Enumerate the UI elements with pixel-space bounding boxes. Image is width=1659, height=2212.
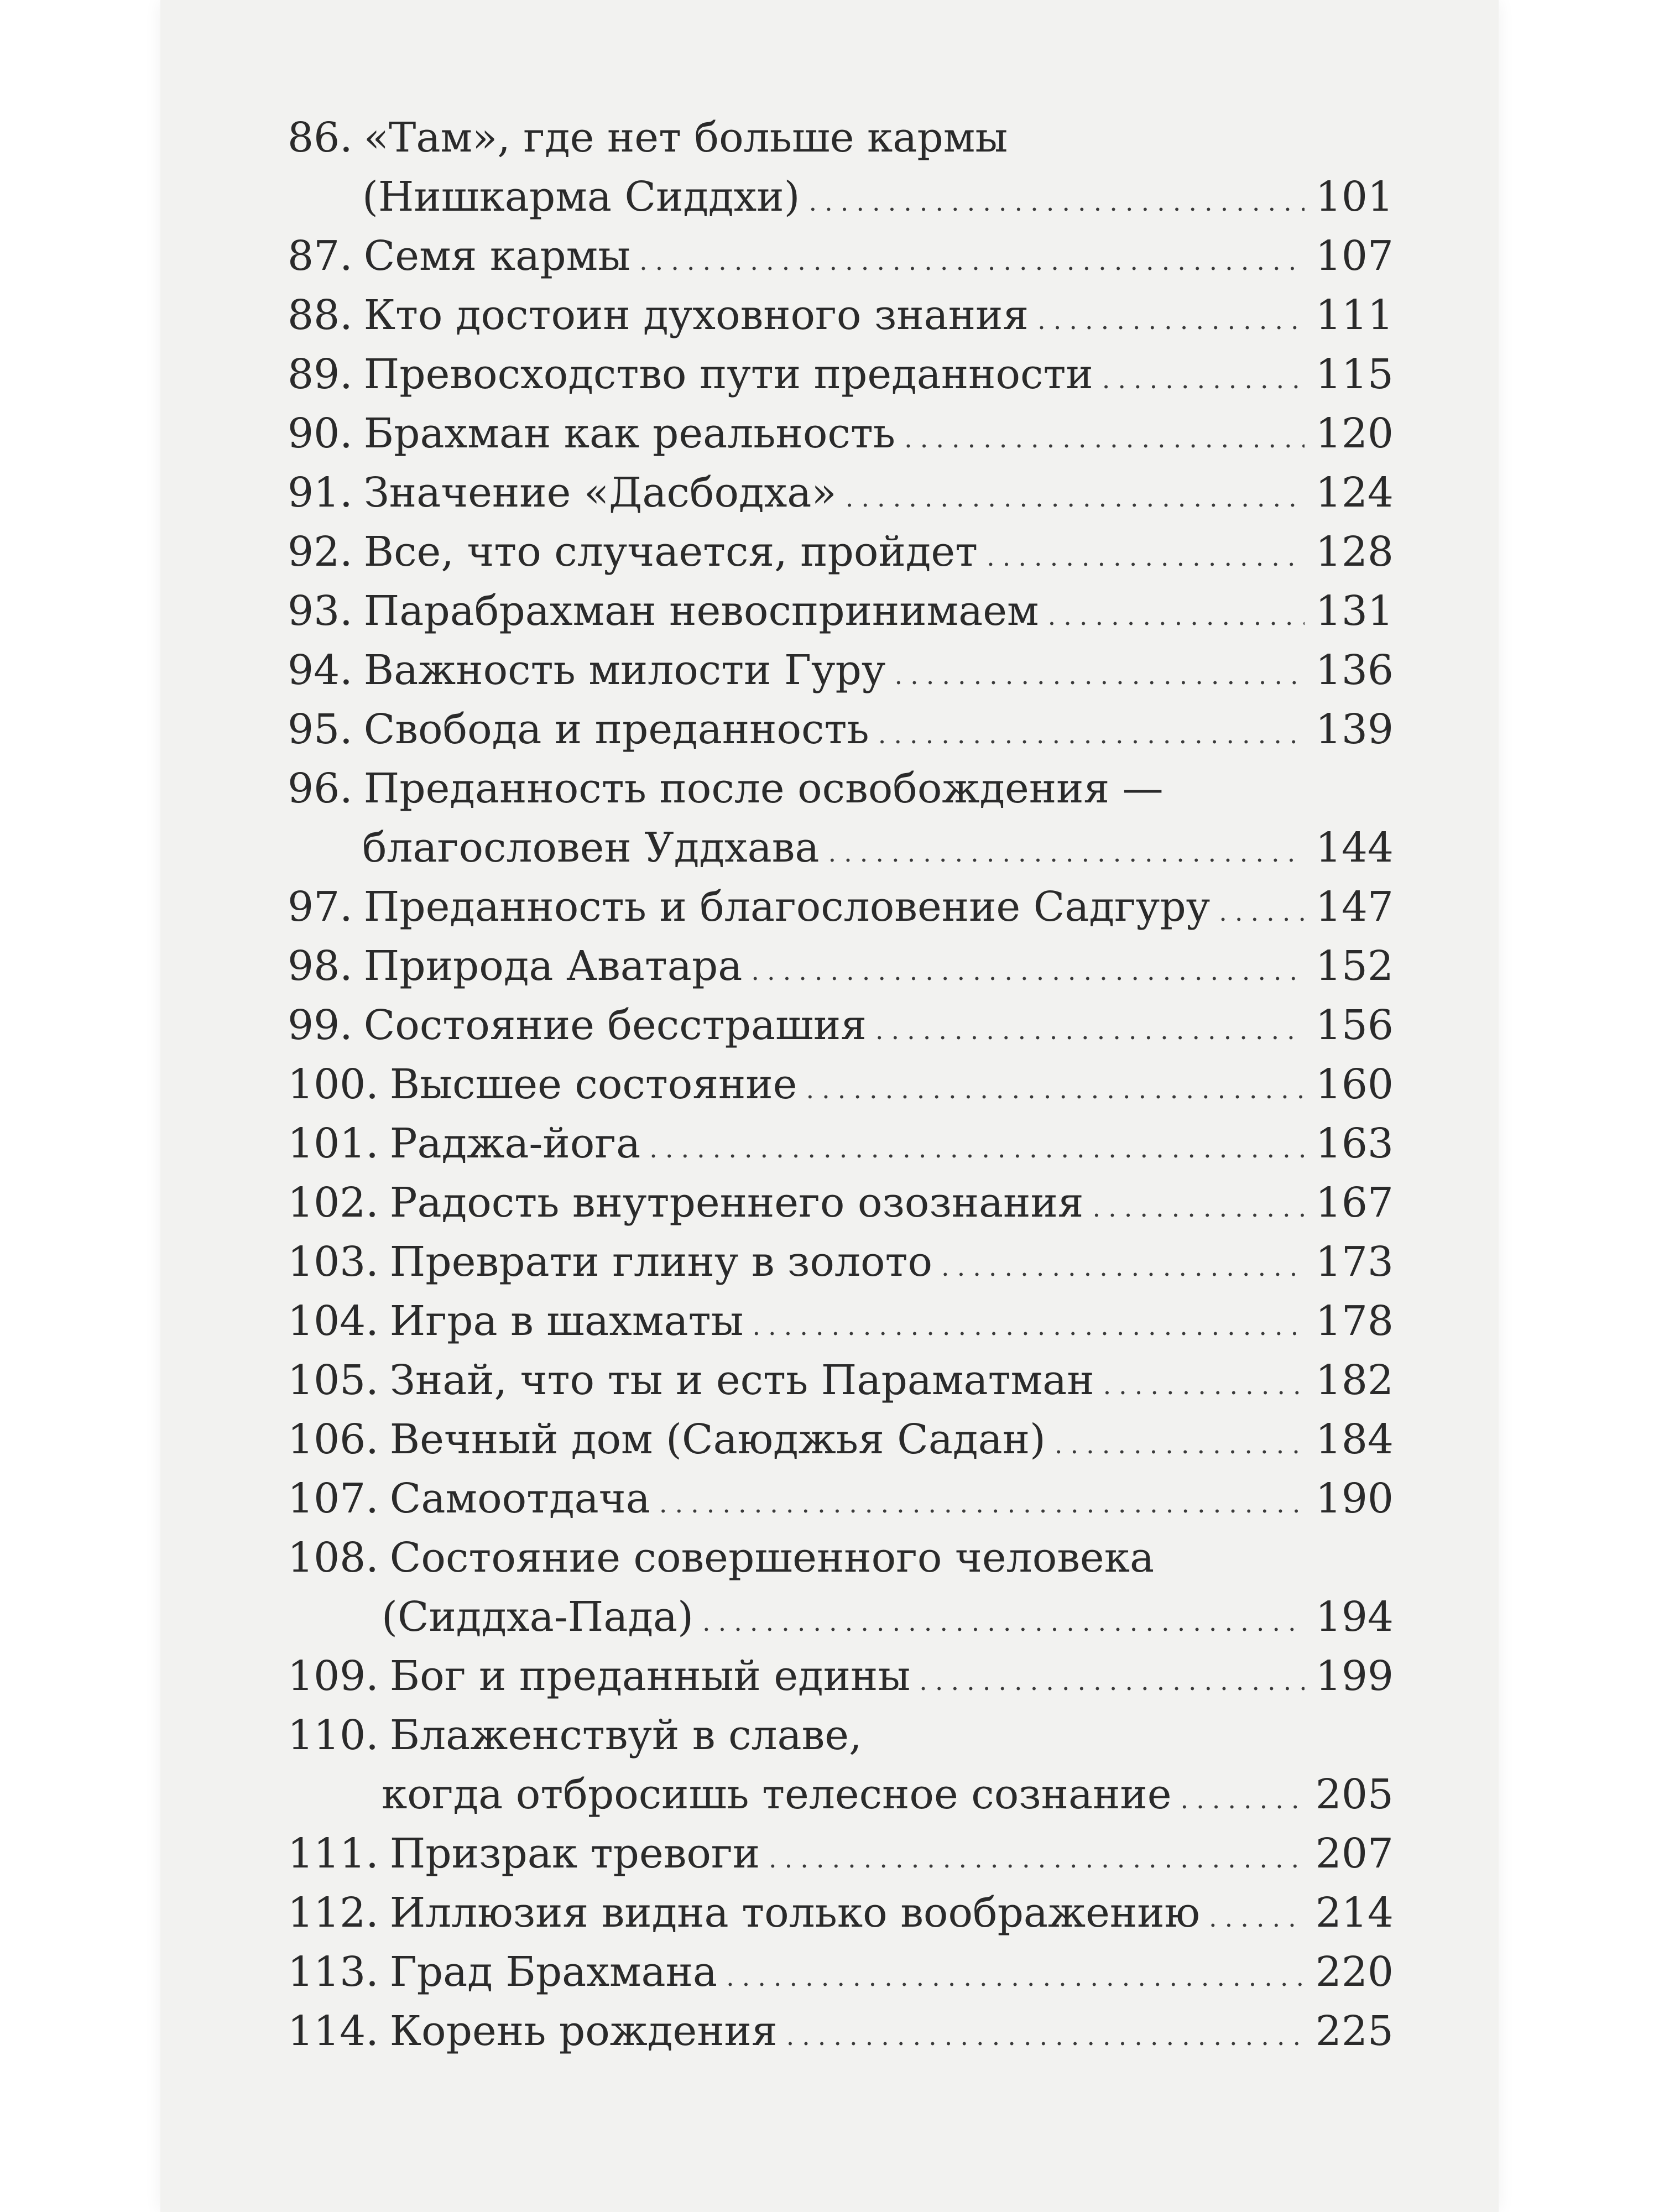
toc-entry-number: 108. [288, 1534, 379, 1582]
toc-entry-title: Состояние совершенного человека [389, 1534, 1155, 1582]
toc-entry-number: 97. [288, 883, 353, 931]
toc-page-number: 167 [1315, 1179, 1394, 1227]
toc-entry-number: 100. [288, 1061, 379, 1108]
toc-entry-title: Превосходство пути преданности [363, 351, 1093, 398]
toc-entry-title: Парабрахман невоспринимаем [363, 587, 1039, 635]
toc-entry-title: Природа Аватара [363, 942, 743, 990]
toc-page-number: 115 [1315, 351, 1394, 398]
toc-line [288, 1588, 1394, 1647]
toc-entry-title: Брахман как реальность [363, 410, 896, 457]
toc-entry-title: Бог и преданный едины [389, 1652, 911, 1700]
toc-page-number: 131 [1315, 587, 1394, 635]
toc-entry-title: Град Брахмана [389, 1948, 718, 1996]
toc-line [288, 1765, 1394, 1824]
dot-leader [941, 1238, 1305, 1297]
dot-leader [1092, 1178, 1304, 1238]
toc-line [288, 345, 1394, 404]
dot-leader [1103, 1356, 1305, 1415]
toc-line [288, 878, 1394, 937]
toc-line [288, 1469, 1394, 1528]
toc-entry-title: благословен Уддхава [362, 824, 820, 872]
toc-entry-number: 93. [288, 587, 353, 635]
dot-leader [875, 1001, 1305, 1060]
toc-line [288, 523, 1394, 582]
toc-line [288, 937, 1394, 996]
toc-entry-number: 95. [288, 706, 353, 753]
toc-page-number: 124 [1315, 469, 1394, 517]
toc-entry-number: 106. [288, 1416, 379, 1463]
toc-entry-number: 107. [288, 1475, 379, 1522]
toc-entry-number: 88. [288, 291, 353, 339]
toc-entry-title: Самоотдача [389, 1475, 650, 1522]
dot-leader [808, 173, 1304, 232]
toc-page-number: 144 [1315, 824, 1394, 872]
toc-entry-title: Преврати глину в золото [389, 1238, 933, 1286]
toc-page-number: 178 [1315, 1297, 1394, 1345]
toc-line [288, 227, 1394, 286]
toc-page-number: 156 [1315, 1001, 1394, 1049]
toc-line [288, 1410, 1394, 1469]
toc-entry-number: 114. [288, 2007, 379, 2055]
toc-line [288, 1233, 1394, 1292]
toc-entry-number: 112. [288, 1889, 379, 1937]
toc-entry-number: 110. [288, 1712, 379, 1759]
toc-page-number: 220 [1315, 1948, 1394, 1996]
toc-line [288, 108, 1394, 168]
toc-entry-number: 94. [288, 646, 353, 694]
toc-entry-number: 101. [288, 1120, 379, 1167]
dot-leader [769, 1829, 1305, 1888]
dot-leader [751, 942, 1304, 1001]
toc-line [288, 1884, 1394, 1943]
dot-leader [649, 1119, 1305, 1178]
dot-leader [659, 1474, 1305, 1533]
toc-entry-number: 89. [288, 351, 353, 398]
toc-entry-number: 91. [288, 469, 353, 517]
toc-entry-title: Состояние бесстрашия [363, 1001, 867, 1049]
toc-page-number: 173 [1315, 1238, 1394, 1286]
dot-leader [828, 823, 1305, 883]
dot-leader [894, 646, 1304, 705]
dot-leader [904, 409, 1305, 468]
toc-entry-number: 104. [288, 1297, 379, 1345]
toc-entry-title: когда отбросишь телесное сознание [382, 1771, 1172, 1818]
toc-entry-number: 113. [288, 1948, 379, 1996]
toc-entry-number: 109. [288, 1652, 379, 1700]
toc-line [288, 1351, 1394, 1410]
toc-entry-title: Высшее состояние [389, 1061, 797, 1108]
toc-entry-title: Игра в шахматы [389, 1297, 744, 1345]
toc-page-number: 136 [1315, 646, 1394, 694]
toc-page-number: 225 [1315, 2007, 1394, 2055]
toc-page-number: 199 [1315, 1652, 1394, 1700]
toc-line [288, 1292, 1394, 1351]
dot-leader [806, 1060, 1304, 1119]
toc-entry-title: Все, что случается, пройдет [363, 528, 978, 576]
toc-page-number: 139 [1315, 706, 1394, 753]
toc-entry-title: Раджа-йога [389, 1120, 641, 1167]
dot-leader [1037, 291, 1305, 350]
toc-entry-title: Преданность после освобождения — [363, 765, 1164, 812]
toc-page-number: 152 [1315, 942, 1394, 990]
toc-line [288, 1647, 1394, 1706]
toc-page-number: 214 [1315, 1889, 1394, 1937]
toc-entry-number: 111. [288, 1830, 379, 1877]
table-of-contents [288, 108, 1394, 2061]
toc-line [288, 641, 1394, 700]
toc-line [288, 286, 1394, 345]
toc-line [288, 404, 1394, 463]
toc-page-number: 207 [1315, 1830, 1394, 1877]
toc-entry-number: 86. [288, 114, 353, 161]
dot-leader [786, 2007, 1305, 2066]
toc-page-number: 101 [1315, 173, 1394, 221]
toc-page-number: 163 [1315, 1120, 1394, 1167]
toc-entry-title: «Там», где нет больше кармы [363, 114, 1008, 161]
toc-entry-number: 105. [288, 1357, 379, 1404]
toc-page-number: 107 [1315, 232, 1394, 280]
toc-line [288, 1706, 1394, 1765]
toc-line [288, 1173, 1394, 1233]
toc-entry-title: (Сиддха-Пада) [382, 1593, 693, 1641]
toc-line [288, 1528, 1394, 1588]
toc-page-number: 160 [1315, 1061, 1394, 1108]
toc-page-number: 111 [1315, 291, 1394, 339]
toc-line [288, 582, 1394, 641]
toc-entry-title: Значение «Дасбодха» [363, 469, 837, 517]
dot-leader [919, 1652, 1304, 1711]
toc-entry-title: Иллюзия видна только воображению [389, 1889, 1200, 1937]
toc-entry-title: Преданность и благословение Садгуру [363, 883, 1211, 931]
book-page [160, 0, 1499, 2212]
toc-line [288, 1824, 1394, 1884]
toc-line [288, 1055, 1394, 1114]
dot-leader [1181, 1770, 1305, 1829]
toc-page-number: 190 [1315, 1475, 1394, 1522]
dot-leader [702, 1593, 1305, 1652]
dot-leader [846, 468, 1305, 528]
toc-line [288, 1943, 1394, 2002]
dot-leader [1055, 1415, 1305, 1474]
toc-line [288, 759, 1394, 818]
dot-leader [878, 705, 1305, 764]
toc-entry-title: Радость внутреннего озознания [389, 1179, 1084, 1227]
toc-page-number: 128 [1315, 528, 1394, 576]
dot-leader [752, 1297, 1304, 1356]
toc-entry-title: Корень рождения [389, 2007, 778, 2055]
toc-entry-title: (Нишкарма Сиддхи) [362, 173, 800, 221]
toc-line [288, 2002, 1394, 2061]
toc-entry-number: 98. [288, 942, 353, 990]
dot-leader [1048, 587, 1305, 646]
toc-entry-title: Знай, что ты и есть Параматман [389, 1357, 1094, 1404]
toc-page-number: 205 [1315, 1771, 1394, 1818]
dot-leader [987, 528, 1305, 587]
dot-leader [639, 232, 1305, 291]
toc-page-number: 147 [1315, 883, 1394, 931]
dot-leader [726, 1948, 1305, 2007]
toc-entry-number: 99. [288, 1001, 353, 1049]
toc-entry-title: Важность милости Гуру [363, 646, 886, 694]
toc-entry-title: Свобода и преданность [363, 706, 869, 753]
toc-line [288, 1114, 1394, 1173]
toc-line [288, 463, 1394, 523]
toc-entry-number: 96. [288, 765, 353, 812]
toc-page-number: 184 [1315, 1416, 1394, 1463]
toc-entry-number: 87. [288, 232, 353, 280]
dot-leader [1209, 1888, 1305, 1948]
toc-page-number: 194 [1315, 1593, 1394, 1641]
toc-line [288, 700, 1394, 759]
toc-entry-title: Семя кармы [363, 232, 631, 280]
toc-line [288, 996, 1394, 1055]
toc-entry-title: Блаженствуй в славе, [389, 1712, 862, 1759]
toc-page-number: 182 [1315, 1357, 1394, 1404]
toc-entry-number: 92. [288, 528, 353, 576]
toc-line [288, 818, 1394, 878]
toc-entry-number: 103. [288, 1238, 379, 1286]
toc-entry-title: Кто достоин духовного знания [363, 291, 1029, 339]
toc-entry-title: Призрак тревоги [389, 1830, 760, 1877]
dot-leader [1102, 350, 1305, 409]
toc-line [288, 168, 1394, 227]
toc-entry-number: 90. [288, 410, 353, 457]
toc-page-number: 120 [1315, 410, 1394, 457]
toc-entry-number: 102. [288, 1179, 379, 1227]
toc-entry-title: Вечный дом (Саюджья Садан) [389, 1416, 1046, 1463]
dot-leader [1219, 883, 1305, 942]
